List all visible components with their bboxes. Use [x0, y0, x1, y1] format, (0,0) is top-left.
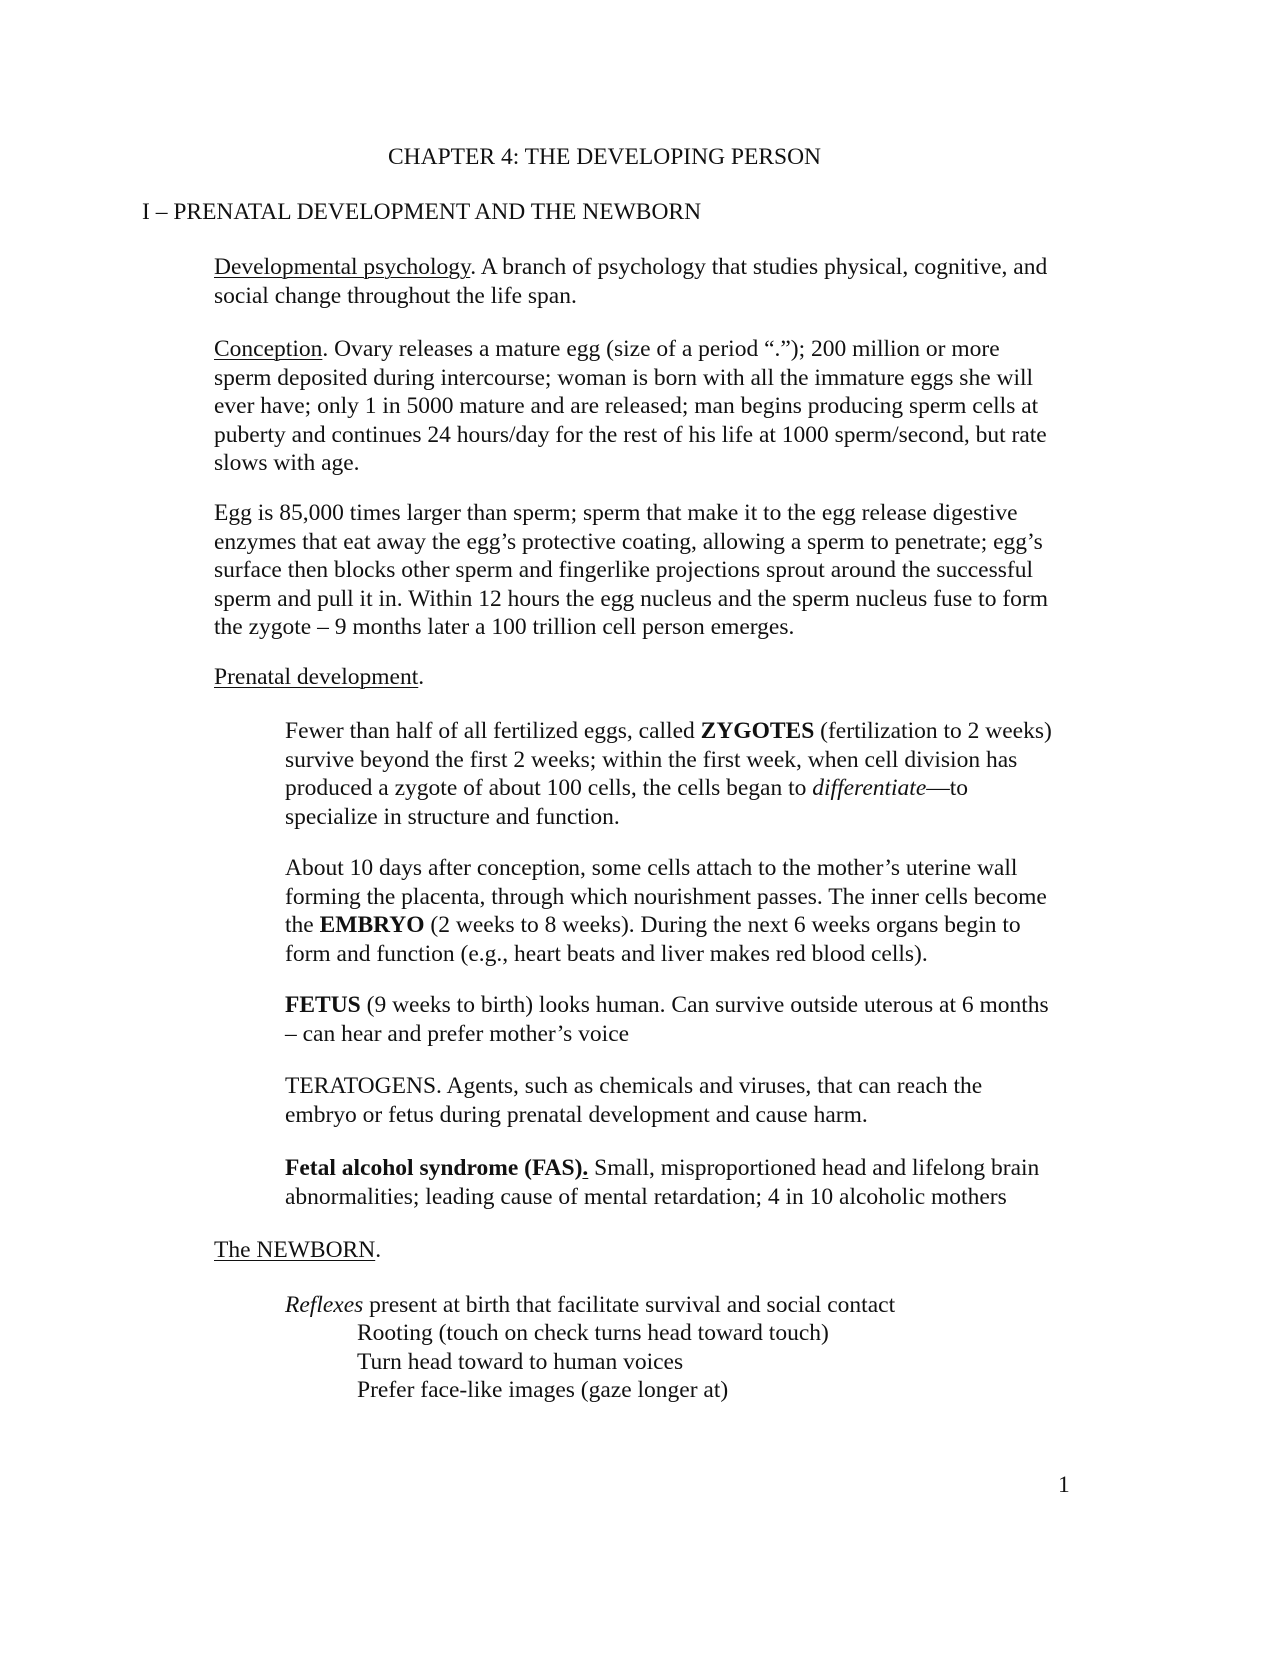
newborn-term: The NEWBORN	[214, 1237, 376, 1263]
text-line: social change throughout the life span.	[214, 282, 577, 309]
chapter-title: CHAPTER 4: THE DEVELOPING PERSON	[388, 144, 822, 170]
text-span: present at birth that facilitate survival and social contact	[363, 1292, 896, 1318]
text-line: specialize in structure and function.	[285, 803, 620, 830]
section-heading: I – PRENATAL DEVELOPMENT AND THE NEWBORN	[142, 199, 702, 225]
fas-paragraph	[285, 1154, 1039, 1211]
fas-dot: .	[582, 1155, 589, 1181]
text-line: the zygote – 9 months later a 100 trillion cell person emerges.	[214, 614, 795, 641]
text-line: . A branch of psychology that studies physical, cognitive, and	[470, 254, 1048, 280]
differentiate-term: differentiate	[812, 775, 927, 802]
text-line: surface then blocks other sperm and fingerlike projections sprout around the successful	[214, 557, 1033, 584]
fetus-paragraph	[285, 991, 1049, 1048]
list-item: Prefer face-like images (gaze longer at)	[357, 1377, 729, 1404]
text-line: – can hear and prefer mother’s voice	[285, 1020, 630, 1047]
text-line: Egg is 85,000 times larger than sperm; sperm that make it to the egg release digestive	[214, 500, 1018, 526]
text-line: forming the placenta, through which nourishment passes. The inner cells become	[285, 883, 1047, 910]
text-line: survive beyond the first 2 weeks; within the first week, when cell division has	[285, 746, 1018, 773]
text-span: (9 weeks to birth) looks human. Can survive outside uterous at 6 months	[360, 992, 1049, 1018]
teratogens-paragraph	[285, 1072, 982, 1129]
text-span: (fertilization to 2 weeks)	[814, 718, 1052, 744]
prenatal-suffix: .	[418, 664, 425, 690]
fetus-term: FETUS	[285, 992, 361, 1018]
dev-psych-term: Developmental psychology	[214, 254, 471, 280]
text-span: (2 weeks to 8 weeks). During the next 6 weeks organs begin to	[424, 912, 1021, 939]
conception-paragraph	[214, 335, 1047, 478]
text-span: —to	[926, 775, 969, 802]
prenatal-term: Prenatal development	[214, 664, 419, 690]
zygotes-paragraph	[285, 717, 1052, 831]
text-line: abnormalities; leading cause of mental retardation; 4 in 10 alcoholic mothers	[285, 1183, 1007, 1210]
dev-psych-paragraph	[214, 253, 1047, 310]
embryo-paragraph	[285, 854, 1047, 968]
embryo-term: EMBRYO	[319, 912, 425, 939]
text-line: ever have; only 1 in 5000 mature and are released; man begins producing sperm cells at	[214, 393, 1039, 420]
text-line: sperm and pull it in. Within 12 hours the egg nucleus and the sperm nucleus fuse to form	[214, 585, 1049, 612]
page-number: 1	[1058, 1472, 1070, 1498]
text-line: . Ovary releases a mature egg (size of a period “.”); 200 million or more	[322, 336, 1000, 362]
conception-term: Conception	[214, 336, 323, 362]
text-span: Small, misproportioned head and lifelong brain	[588, 1155, 1040, 1181]
reflexes-term: Reflexes	[285, 1292, 364, 1318]
text-line: form and function (e.g., heart beats and liver makes red blood cells).	[285, 940, 928, 967]
text-span: the	[285, 912, 320, 939]
list-item: Rooting (touch on check turns head toward touch)	[357, 1320, 829, 1346]
text-line: puberty and continues 24 hours/day for the rest of his life at 1000 sperm/second, but rate	[214, 421, 1047, 448]
text-line: About 10 days after conception, some cells attach to the mother’s uterine wall	[285, 855, 1018, 881]
prenatal-heading	[214, 663, 424, 692]
egg-paragraph	[214, 499, 1048, 642]
reflexes-list	[357, 1319, 829, 1405]
text-span: Fewer than half of all fertilized eggs, called	[285, 718, 701, 744]
fas-term: Fetal alcohol syndrome (FAS)	[285, 1155, 583, 1181]
zygotes-term: ZYGOTES	[700, 718, 815, 744]
text-line: enzymes that eat away the egg’s protective coating, allowing a sperm to penetrate; egg’s	[214, 528, 1043, 555]
text-span: produced a zygote of about 100 cells, the cells began to	[285, 775, 813, 802]
list-item: Turn head toward to human voices	[357, 1348, 684, 1375]
text-line: embryo or fetus during prenatal development and cause harm.	[285, 1101, 868, 1128]
text-line: sperm deposited during intercourse; woman is born with all the immature eggs she will	[214, 364, 1034, 391]
reflexes-paragraph	[285, 1291, 895, 1320]
newborn-suffix: .	[375, 1237, 382, 1263]
newborn-heading	[214, 1236, 381, 1265]
text-line: TERATOGENS. Agents, such as chemicals and viruses, that can reach the	[285, 1073, 983, 1099]
text-line: slows with age.	[214, 450, 360, 477]
